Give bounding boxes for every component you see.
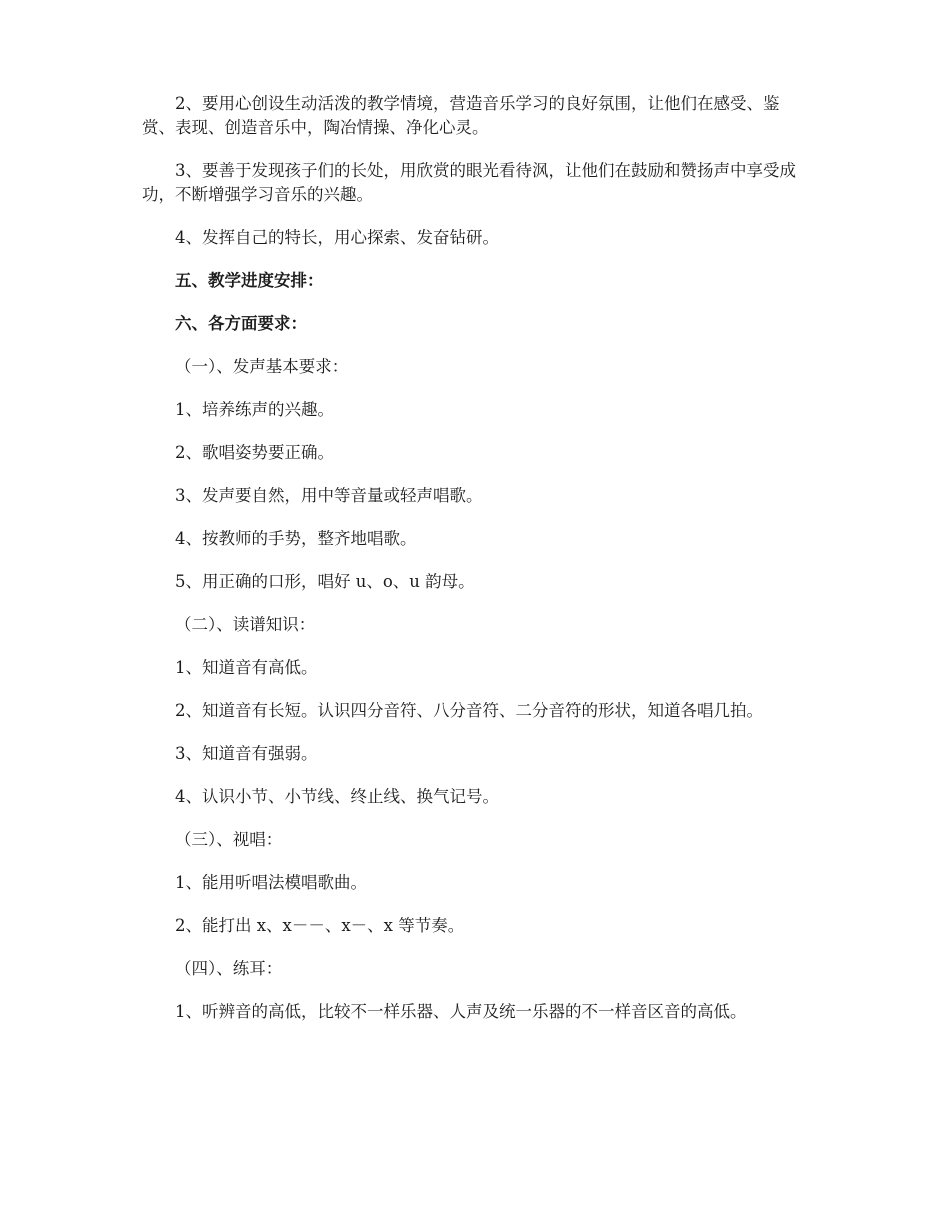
paragraph: 3、要善于发现孩子们的长处，用欣赏的眼光看待沨，让他们在鼓励和赞扬声中享受成功，不断增强学习音乐的兴趣。 bbox=[142, 161, 796, 204]
paragraph: 2、要用心创设生动活泼的教学情境，营造音乐学习的良好氛围，让他们在感受、鉴赏、表现、创造音乐中，陶冶情操、净化心灵。 bbox=[142, 94, 780, 137]
paragraph: 4、认识小节、小节线、终止线、换气记号。 bbox=[175, 787, 499, 806]
paragraph: 5、用正确的口形，唱好 u、o、u 韵母。 bbox=[175, 572, 475, 591]
paragraph: 1、培养练声的兴趣。 bbox=[175, 400, 334, 419]
paragraph: 1、知道音有高低。 bbox=[175, 658, 318, 677]
section-heading: 六、各方面要求： bbox=[175, 314, 307, 333]
paragraph: 2、知道音有长短。认识四分音符、八分音符、二分音符的形状，知道各唱几拍。 bbox=[175, 701, 763, 720]
subsection-heading: （四）、练耳： bbox=[175, 959, 283, 978]
paragraph: 4、按教师的手势，整齐地唱歌。 bbox=[175, 529, 417, 548]
subsection-heading: （二）、读谱知识： bbox=[175, 615, 316, 634]
paragraph: 4、发挥自己的特长，用心探索、发奋钻研。 bbox=[175, 228, 499, 247]
paragraph: 2、能打出 x、x－－、x－、x 等节奏。 bbox=[175, 916, 465, 935]
section-heading: 五、教学进度安排： bbox=[175, 271, 324, 290]
paragraph: 2、歌唱姿势要正确。 bbox=[175, 443, 334, 462]
paragraph: 3、知道音有强弱。 bbox=[175, 744, 318, 763]
subsection-heading: （三）、视唱： bbox=[175, 830, 283, 849]
paragraph: 1、听辨音的高低，比较不一样乐器、人声及统一乐器的不一样音区音的高低。 bbox=[175, 1002, 747, 1021]
paragraph: 3、发声要自然，用中等音量或轻声唱歌。 bbox=[175, 486, 483, 505]
paragraph: 1、能用听唱法模唱歌曲。 bbox=[175, 873, 367, 892]
subsection-heading: （一）、发声基本要求： bbox=[175, 357, 349, 376]
document-body bbox=[142, 92, 804, 1024]
